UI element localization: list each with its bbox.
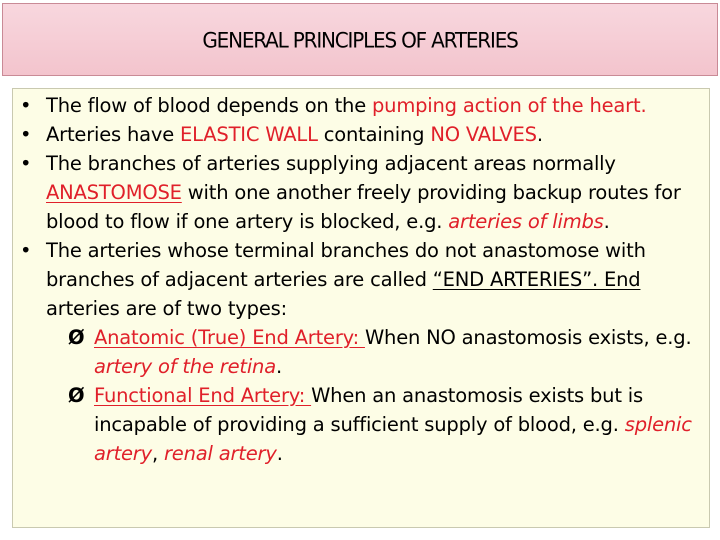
bullet-4-text-a: The arteries whose terminal branches do not anastomose with branches of adjacent arteries are called: [46, 239, 646, 291]
bullet-3-text-a: The branches of arteries supplying adjacent areas normally: [46, 152, 616, 175]
bullet-3-highlight-b: arteries of limbs: [448, 210, 604, 233]
bullet-1-highlight: pumping action of the heart.: [372, 94, 647, 117]
arrow-bullet-icon: Ø: [68, 326, 85, 349]
sub-list: [46, 323, 712, 468]
sub-2-text-c: .: [276, 442, 283, 465]
bullet-2-text-a: Arteries have: [46, 123, 181, 146]
bullet-2-highlight-b: NO VALVES: [430, 123, 537, 146]
bullet-2-highlight-a: ELASTIC WALL: [180, 123, 318, 146]
sub-2-text-a: When an anastomosis exists but is incapable of providing a sufficient supply of blood, e.g.: [94, 384, 643, 436]
bullet-4-text-b: arteries are of two types:: [46, 297, 287, 320]
bullet-item-3: [12, 149, 712, 236]
sub-2-label: Functional End Artery:: [94, 384, 312, 407]
sub-1-text-b: .: [275, 355, 282, 378]
sub-item-1: [46, 323, 712, 381]
bullet-2-text-c: .: [536, 123, 543, 146]
sub-1-label: Anatomic (True) End Artery:: [94, 326, 365, 349]
bullet-item-1: [12, 91, 712, 120]
slide-title: GENERAL PRINCIPLES OF ARTERIES: [202, 26, 518, 53]
sub-item-2: [46, 381, 712, 468]
sub-2-highlight-a: splenic artery: [94, 413, 692, 465]
arrow-bullet-icon: Ø: [68, 384, 85, 407]
sub-2-highlight-b: renal artery: [163, 442, 277, 465]
bullet-3-highlight-a: ANASTOMOSE: [46, 181, 182, 204]
bullet-item-4: [12, 236, 712, 468]
bullet-2-text-b: containing: [317, 123, 431, 146]
sub-1-text-a: When NO anastomosis exists, e.g.: [364, 326, 692, 349]
sub-1-highlight: artery of the retina: [94, 355, 276, 378]
bullet-list: [12, 91, 712, 468]
title-banner: [2, 3, 718, 76]
bullet-3-text-b: with one another freely providing backup routes for blood to flow if one artery is blocked, e.g.: [46, 181, 681, 233]
bullet-4-term: “END ARTERIES”. End: [432, 268, 641, 291]
sub-2-text-b: ,: [151, 442, 164, 465]
bullet-1-text: The flow of blood depends on the: [46, 94, 372, 117]
bullet-3-text-c: .: [603, 210, 610, 233]
bullet-item-2: [12, 120, 712, 149]
